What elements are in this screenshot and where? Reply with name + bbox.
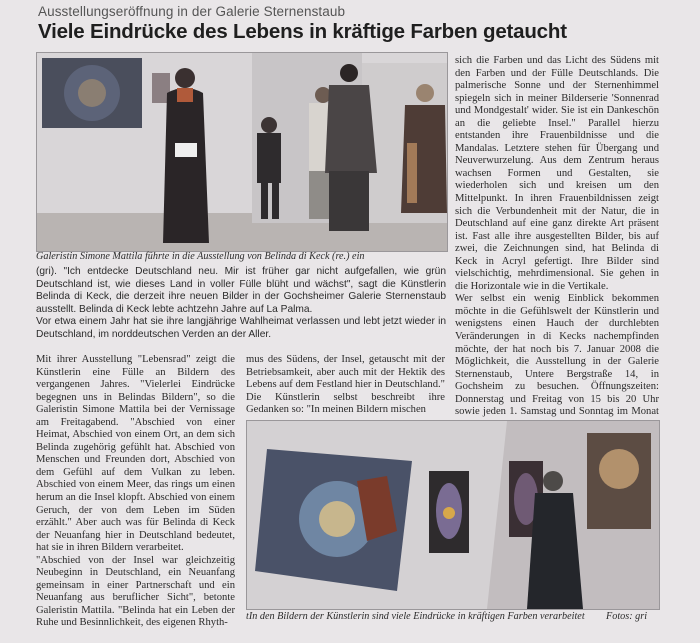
- col2-p1: mus des Südens, der Insel, getauscht mit der Betriebsamkeit, aber auch mit der Hektik des Lebens auf dem Festland hier in Deutschland." Die Künstlerin selbst beschreibt ihre Gedanken so: "In meinen Bildern mischen: [246, 354, 445, 416]
- opening-photo-image: [37, 53, 447, 251]
- lead-paragraph: [36, 266, 446, 342]
- paintings-photo-image: [247, 421, 659, 609]
- body-column-3: [455, 55, 659, 431]
- body-column-1: [36, 354, 235, 630]
- article-kicker: Ausstellungseröffnung in der Galerie Sternenstaub: [38, 4, 346, 19]
- col3-p1: sich die Farben und das Licht des Südens mit den Farben und der Fülle Deutschlands. Die palmerische Sonne und der Sternenhimmel spiegeln sich in meiner Bilderserie 'Sonnenrad und Mondgestalt' wider. Sie ist ein Dankeschön an die geliebte Insel." Parallel hierzu entstanden ihre Frauenbildnisse und die Mandalas. Letztere stehen für Übergang und Neuverwurzelung. Aus dem Zentrum heraus wachsen Formen und Gestalten, sie wiederholen sich und kreisen um den Mittelpunkt. In ihren Frauenbildnissen zeigt sich die Verbundenheit mit der Natur, die in Deutschland auf eine ganz direkte Art präsent ist. Fast alle ihre ausgestellten Bilder, bis auf zwei, die Zeichnungen sind, hat Belinda di Keck in Acryl gefertigt. Ihre Bilder sind vielschichtig, mehrdimensional. Sie gehen in die Horizontale wie in die Vertikale.: [455, 55, 659, 292]
- paintings-photo: [246, 420, 660, 610]
- col3-p2: Wer selbst ein wenig Einblick bekommen möchte in die Gefühlswelt der Künstlerin und wenigstens einen Hauch der durchlebten Veränderungen in di Kecks nachempfinden möchte, der hat noch bis 7. Januar 2008 die Möglichkeit, die Ausstellung in der Galerie Sternenstaub, Untere Bergstraße 14, in Gochsheim zu besuchen. Öffnungszeiten: Donnerstag und Freitag von 15 bis 20 Uhr sowie jeden 1. Samstag und Sonntag im Monat: [455, 293, 659, 418]
- opening-photo-caption: Galeristin Simone Mattila führte in die Ausstellung von Belinda di Keck (re.) ein: [36, 251, 365, 262]
- col1-p2: "Abschied von der Insel war gleichzeitig Neubeginn in Deutschland, ein Neuanfang gemeinsam in einer Partnerschaft und ein Neuanfang aus beruflicher Sicht", betonte Galeristin Mattila. "Belinda hat ein Leben der Ruhe und Besinnlichkeit, des eigenen Rhyth-: [36, 554, 235, 629]
- body-column-2: [246, 354, 445, 417]
- col1-p1: Mit ihrer Ausstellung "Lebensrad" zeigt die Künstlerin eine Fülle an Bildern des vergangenen Jahres. "Vielerlei Eindrücke begegnen uns in Belindas Bildern", so die Galeristin Simone Mattila bei der Vernissage am Freitagabend. "Abschied von einer Heimat, Abschied von einem Ort, an dem sich Belinda zugehörig gefühlt hat. Abschied von Menschen und Freunden dort, Abschied von dem Gefühl auf dem Vulkan zu leben. Abschied von einem Meer, das rings um einen herum an die Insel klopft. Abschied von einem Geruch, der von dem Leben im Süden erzählt." Aber auch was für Belinda di Keck der Neuanfang hier in Deutschland bedeutet, hat sie in ihren Bildern verarbeitet.: [36, 354, 235, 554]
- lead-p1: (gri). "Ich entdecke Deutschland neu. Mir ist früher gar nicht aufgefallen, wie grün Deutschland ist, wie dieses Land in voller Fülle blüht und wächst", sagt die Künstlerin Belinda di Keck, die derzeit ihre neuen Bilder in der Gochsheimer Galerie Sternenstaub ausstellt. Belinda di Keck lebte achtzehn Jahre auf La Palma.: [36, 266, 446, 315]
- lead-p2: Vor etwa einem Jahr hat sie ihre langjährige Wahlheimat verlassen und lebt jetzt wieder in Deutschland, im norddeutschen Verden an der Aller.: [36, 316, 446, 340]
- opening-photo: [36, 52, 448, 252]
- article-headline: Viele Eindrücke des Lebens in kräftige Farben getaucht: [38, 20, 567, 43]
- paintings-photo-caption: tIn den Bildern der Künstlerin sind viele Eindrücke in kräftigen Farben verarbeitet: [246, 611, 585, 622]
- photo-credit: Fotos: gri: [606, 611, 648, 622]
